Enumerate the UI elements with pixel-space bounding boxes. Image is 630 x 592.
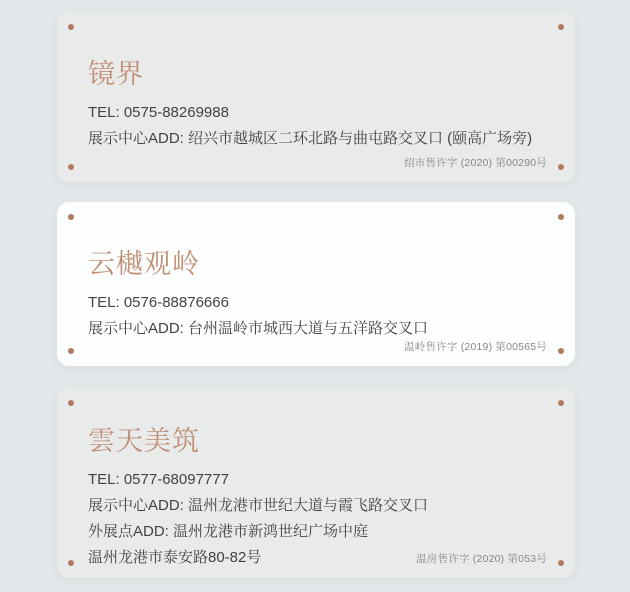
corner-dot-icon [68, 214, 74, 220]
tel-line: TEL: 0576-88876666 [88, 294, 229, 311]
project-title: 云樾观岭 [88, 249, 200, 279]
address-line-3: 温州龙港市泰安路80-82号 [88, 549, 262, 566]
corner-dot-icon [558, 348, 564, 354]
corner-dot-icon [558, 164, 564, 170]
tel-line: TEL: 0577-68097777 [88, 471, 229, 488]
project-title: 雲天美筑 [88, 426, 200, 456]
corner-dot-icon [68, 348, 74, 354]
project-card-yunyueguanling[interactable] [57, 202, 575, 366]
corner-dot-icon [68, 24, 74, 30]
corner-dot-icon [558, 560, 564, 566]
corner-dot-icon [68, 164, 74, 170]
tel-line: TEL: 0575-88269988 [88, 104, 229, 121]
project-card-yuntianmeizhu[interactable] [57, 388, 575, 578]
project-card-jingjie[interactable] [57, 12, 575, 182]
corner-dot-icon [558, 214, 564, 220]
project-title: 镜界 [88, 59, 144, 89]
license-number: 温房售许字 (2020) 第053号 [416, 553, 547, 565]
corner-dot-icon [558, 24, 564, 30]
address-line: 展示中心ADD: 温州龙港市世纪大道与霞飞路交叉口 [88, 497, 429, 514]
corner-dot-icon [558, 400, 564, 406]
corner-dot-icon [68, 560, 74, 566]
license-number: 绍市售许字 (2020) 第00290号 [404, 157, 547, 169]
address-line-2: 外展点ADD: 温州龙港市新鸿世纪广场中庭 [88, 523, 369, 540]
address-line: 展示中心ADD: 绍兴市越城区二环北路与曲屯路交叉口 (颐高广场旁) [88, 130, 533, 147]
license-number: 温岭售许字 (2019) 第00565号 [404, 341, 547, 353]
address-line: 展示中心ADD: 台州温岭市城西大道与五洋路交叉口 [88, 320, 429, 337]
corner-dot-icon [68, 400, 74, 406]
